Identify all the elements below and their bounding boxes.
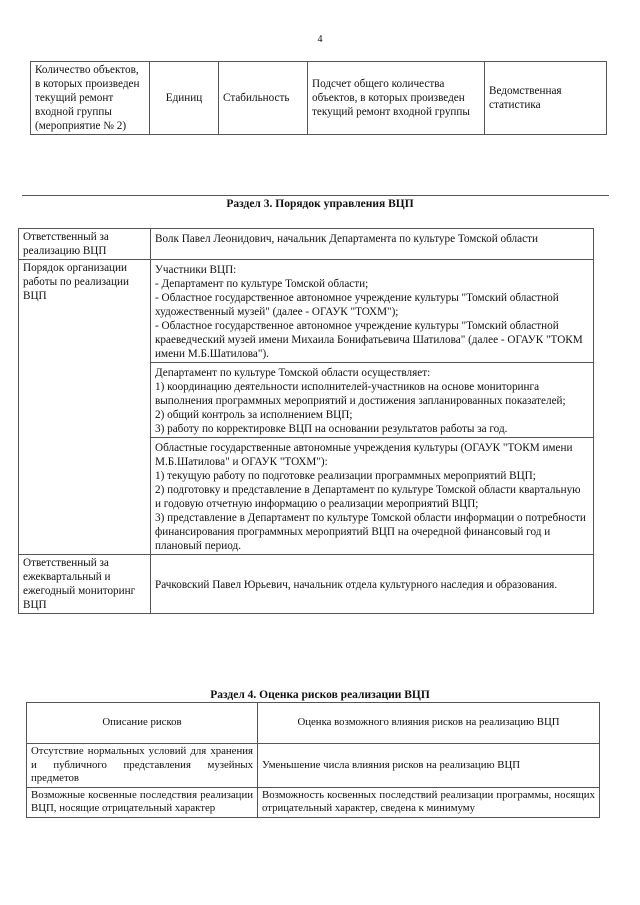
table-header-row xyxy=(27,703,600,744)
section-divider xyxy=(22,195,609,196)
indicator-unit-cell: Единиц xyxy=(150,62,219,135)
table-row xyxy=(27,744,600,788)
responsible-label: Ответственный за реализацию ВЦП xyxy=(19,229,151,260)
indicator-source-cell: Ведомственная статистика xyxy=(485,62,607,135)
list-item: 2) подготовку и представление в Департамент по культуре Томской области квартальную и годовую отчетную информацию о реализации мероприятий ВЦП; xyxy=(155,484,581,510)
indicator-table xyxy=(30,61,607,135)
department-heading: Департамент по культуре Томской области осуществляет: xyxy=(155,367,431,379)
monitoring-value: Рачковский Павел Юрьевич, начальник отдела культурного наследия и образования. xyxy=(151,555,594,614)
indicator-name-cell: Количество объектов, в которых произведен текущий ремонт входной группы (мероприятие № 2) xyxy=(31,62,150,135)
risk-description-header: Описание рисков xyxy=(27,703,258,744)
table-row xyxy=(27,787,600,817)
risk-description: Возможные косвенные последствия реализации ВЦП, носящие отрицательный характер xyxy=(27,787,258,817)
list-item: 2) общий контроль за исполнением ВЦП; xyxy=(155,409,353,421)
list-item: 3) работу по корректировке ВЦП на основании результатов работы за год. xyxy=(155,423,508,435)
management-table xyxy=(18,228,594,614)
organization-label: Порядок организации работы по реализации ВЦП xyxy=(19,260,151,555)
list-item: - Областное государственное автономное учреждение культуры "Томский областной краеведческий музей имени Михаила Бонифатьевича Шатилова" (далее - ОГАУК "ТОКМ имени М.Б.Шатилова"). xyxy=(155,320,583,360)
risk-impact: Возможность косвенных последствий реализации программы, носящих отрицательный характер, сведена к минимуму xyxy=(258,787,600,817)
table-row xyxy=(19,229,594,260)
risks-table xyxy=(26,702,600,818)
risk-description: Отсутствие нормальных условий для хранения и публичного представления музейных предметов xyxy=(27,744,258,788)
risk-impact: Уменьшение числа влияния рисков на реализацию ВЦП xyxy=(258,744,600,788)
participants-cell xyxy=(151,260,594,363)
list-item: 1) координацию деятельности исполнителей-участников на основе мониторинга выполнения программных мероприятий и достижения запланированных показателей; xyxy=(155,381,566,407)
list-item: - Департамент по культуре Томской области; xyxy=(155,278,369,290)
monitoring-label: Ответственный за ежеквартальный и ежегодный мониторинг ВЦП xyxy=(19,555,151,614)
risk-impact-header: Оценка возможного влияния рисков на реализацию ВЦП xyxy=(258,703,600,744)
list-item: - Областное государственное автономное учреждение культуры "Томский областной художественный музей" (далее - ОГАУК "ТОХМ"); xyxy=(155,292,559,318)
list-item: 1) текущую работу по подготовке реализации программных мероприятий ВЦП; xyxy=(155,470,536,482)
list-item: 3) представление в Департамент по культуре Томской области информации о потребности финансирования программных мероприятий ВЦП на очередной финансовый год и плановый период. xyxy=(155,512,586,552)
table-row xyxy=(31,62,607,135)
participants-heading: Участники ВЦП: xyxy=(155,264,237,276)
table-row xyxy=(19,260,594,363)
table-row xyxy=(19,555,594,614)
institutions-heading: Областные государственные автономные учреждения культуры (ОГАУК "ТОКМ имени М.Б.Шатилова" и ОГАУК "ТОХМ"): xyxy=(155,442,573,468)
institutions-cell xyxy=(151,438,594,555)
section4-title: Раздел 4. Оценка рисков реализации ВЦП xyxy=(210,689,430,701)
section3-title: Раздел 3. Порядок управления ВЦП xyxy=(226,198,414,210)
indicator-method-cell: Подсчет общего количества объектов, в которых произведен текущий ремонт входной группы xyxy=(308,62,485,135)
responsible-value: Волк Павел Леонидович, начальник Департамента по культуре Томской области xyxy=(151,229,594,260)
page-number: 4 xyxy=(317,34,323,45)
indicator-trend-cell: Стабильность xyxy=(219,62,308,135)
department-cell xyxy=(151,363,594,438)
